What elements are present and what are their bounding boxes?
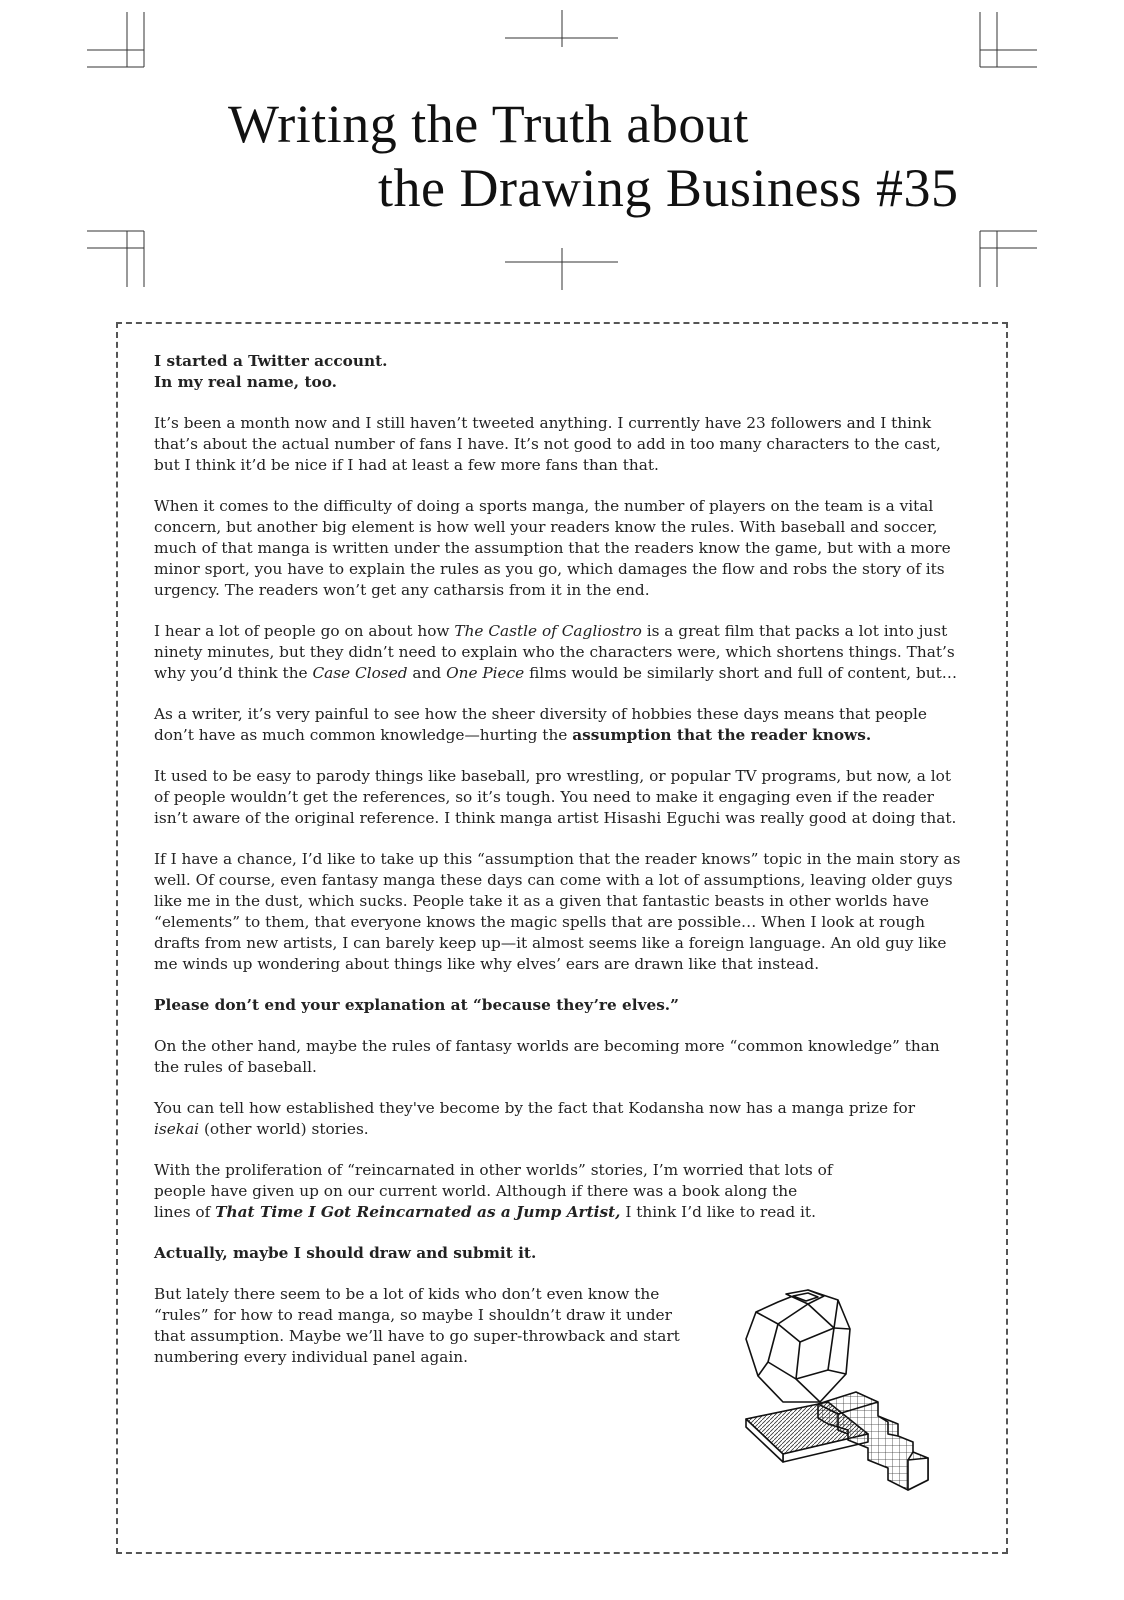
book-title: That Time I Got Reincarnated as a Jump Artist, — [215, 1203, 621, 1221]
paragraph-rules: But lately there seem to be a lot of kids who don’t even know the “rules” for how to read manga, so maybe I shouldn’t draw it under that assumption. Maybe we’ll have to go super-throwback and start numbering every individual panel again. — [154, 1285, 680, 1366]
paragraph-reincarnated: With the proliferation of “reincarnated in other worlds” stories, I’m worried that lots of people have given up on our current world. Although if there was a book along the lines of That Time I Got Reincarnated as a Jump Artist, I think I’d like to read it. — [154, 1161, 833, 1221]
intro-paragraph — [154, 351, 964, 393]
paragraph-common-knowledge-2: On the other hand, maybe the rules of fantasy worlds are becoming more “common knowledge” than the rules of baseball. — [154, 1037, 940, 1076]
film-title-one-piece: One Piece — [446, 664, 525, 682]
title-line-2: the Drawing Business #35 — [378, 158, 959, 218]
intro-line-1: I started a Twitter account. — [154, 352, 388, 370]
film-title-case-closed: Case Closed — [312, 664, 408, 682]
paragraph-elves: Please don’t end your explanation at “because they’re elves.” — [154, 996, 679, 1014]
paragraph-common-knowledge: As a writer, it’s very painful to see how the sheer diversity of hobbies these days means that people don’t have as much common knowledge—hurting the assumption that the reader knows. — [154, 705, 927, 744]
page-title — [0, 92, 1124, 220]
paragraph-kodansha: You can tell how established they've become by the fact that Kodansha now has a manga prize for isekai (other world) stories. — [154, 1099, 916, 1138]
paragraph-followers: It’s been a month now and I still haven’t tweeted anything. I currently have 23 followers and I think that’s about the actual number of fans I have. It’s not good to add in too many characters to the cast, but I think it’d be nice if I had at least a few more fans than that. — [154, 414, 941, 474]
polyhedron-illustration — [738, 1284, 952, 1499]
title-line-1: Writing the Truth about — [228, 94, 749, 154]
paragraph-submit: Actually, maybe I should draw and submit it. — [154, 1244, 537, 1262]
isekai-term: isekai — [154, 1120, 200, 1138]
paragraph-parody: It used to be easy to parody things like baseball, pro wrestling, or popular TV programs, but now, a lot of people wouldn’t get the references, so it’s tough. You need to make it engaging even if the reader isn’t aware of the original reference. I think manga artist Hisashi Eguchi was really good at doing that. — [154, 767, 957, 827]
intro-line-2: In my real name, too. — [154, 373, 337, 391]
film-title: The Castle of Cagliostro — [454, 622, 642, 640]
paragraph-cagliostro: I hear a lot of people go on about how The Castle of Cagliostro is a great film that packs a lot into just ninety minutes, but they didn’t need to explain who the characters were, which shortens things. That’s why you’d think the Case Closed and One Piece films would be similarly short and full of content, but… — [154, 622, 958, 682]
emphasis-assumption: assumption that the reader knows. — [572, 726, 872, 744]
paragraph-fantasy: If I have a chance, I’d like to take up this “assumption that the reader knows” topic in the main story as well. Of course, even fantasy manga these days can come with a lot of assumptions, leaving older guys like me in the dust, which sucks. People take it as a given that fantastic beasts in other worlds have “elements” to them, that everyone knows the magic spells that are possible… When I look at rough drafts from new artists, I can barely keep up—it almost seems like a foreign language. An old guy like me winds up wondering about things like why elves’ ears are drawn like that instead. — [154, 850, 961, 973]
article-body — [154, 351, 964, 1388]
paragraph-sports-manga: When it comes to the difficulty of doing a sports manga, the number of players on the team is a vital concern, but another big element is how well your readers know the rules. With baseball and soccer, much of that manga is written under the assumption that the readers know the game, but with a more minor sport, you have to explain the rules as you go, which damages the flow and robs the story of its urgency. The readers won’t get any catharsis from it in the end. — [154, 497, 951, 599]
